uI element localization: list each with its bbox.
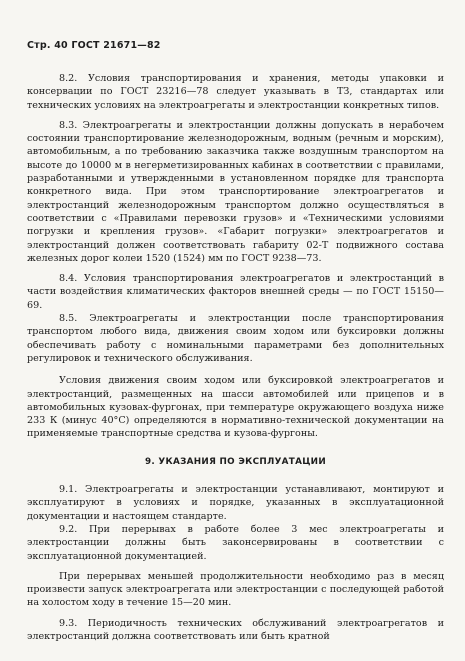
paragraph-8-3: 8.3. Электроагрегаты и электростанции должны допускать в нерабочем состоянии транспортирование железнодорожным, водным (речным и морским), автомобильным, а по требованию заказчика также воздушным транспортом на высоте до 10000 м в негерметизированных кабинах в соответствии с правилами, разработанными и утвержденными в установленном порядке для транспорта конкретного вида. При этом транспортирование электроагрегатов и электростанций железнодорожным транспортом должно осуществляться в соответствии с «Правилами перевозки грузов» и «Техническими условиями погрузки и крепления грузов». «Габарит погрузки» электроагрегатов и электростанций должен соответствовать габариту 02-Т подвижного состава железных дорог колеи 1520 (1524) мм по ГОСТ 9238—73.	[27, 119, 444, 264]
paragraph-9-2-interval: При перерывах меньшей продолжительности необходимо раз в месяц произвести запуск электроагрегата или электростанции с последующей работой на холостом ходу в течение 15—20 мин.	[27, 570, 444, 609]
paragraph-9-3: 9.3. Периодичность технических обслуживаний электроагрегатов и электростанций должна соответствовать или быть кратной	[27, 617, 444, 642]
paragraph-8-5-conditions: Условия движения своим ходом или буксировкой электроагрегатов и электростанций, размещенных на шасси автомобилей или прицепов и в автомобильных кузовах-фургонах, при температуре окружающего воздуха ниже 233 К (минус 40°С) определяются в нормативно-технической документации на применяемые транспортные средства и кузова-фургоны.	[27, 375, 444, 440]
paragraph-8-4: 8.4. Условия транспортирования электроагрегатов и электростанций в части воздействия климатических факторов внешней среды — по ГОСТ 15150—69.	[27, 273, 444, 311]
paragraph-8-2: 8.2. Условия транспортирования и хранения, методы упаковки и консервации по ГОСТ 23216—78 следует указывать в ТЗ, стандартах или технических условиях на электроагрегаты и электростанции конкретных типов.	[27, 73, 444, 111]
paragraph-8-5: 8.5. Электроагрегаты и электростанции после транспортирования транспортом любого вида, движения своим ходом или буксировки должны обеспечивать работу с номинальными параметрами без дополнительных регулировок и технического обслуживания.	[27, 313, 444, 364]
document-body	[27, 72, 444, 643]
section-9-title: 9. УКАЗАНИЯ ПО ЭКСПЛУАТАЦИИ	[145, 456, 326, 467]
paragraph-9-1: 9.1. Электроагрегаты и электростанции устанавливают, монтируют и эксплуатируют в условиях и порядке, указанных в эксплуатационной документации и настоящем стандарте.	[27, 484, 444, 522]
paragraph-9-2: 9.2. При перерывах в работе более 3 мес электроагрегаты и электростанции должны быть законсервированы в соответствии с эксплуатационной документацией.	[27, 523, 444, 562]
page-header: Стр. 40 ГОСТ 21671—82	[27, 40, 161, 51]
